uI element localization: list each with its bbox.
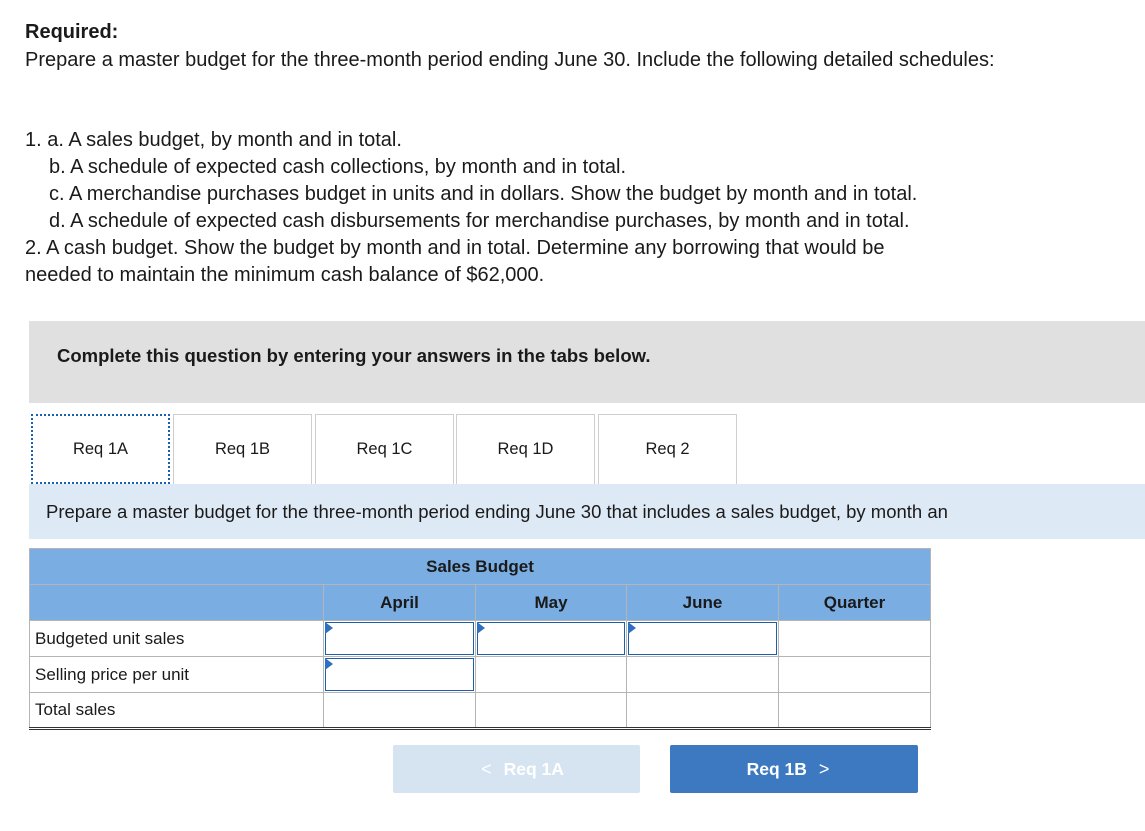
tab-req-1b[interactable] (173, 414, 312, 484)
tab-label: Req 2 (645, 440, 690, 458)
requirement-1b: b. A schedule of expected cash collections, by month and in total. (49, 156, 627, 178)
input-june-unit-sales[interactable] (628, 622, 777, 655)
col-header-may: May (476, 585, 627, 621)
input-april-selling-price[interactable] (325, 658, 474, 691)
row-label-total-sales: Total sales (30, 693, 324, 729)
table-row (30, 621, 931, 657)
tab-instruction (29, 484, 1145, 539)
next-req-button[interactable] (670, 745, 918, 793)
instructions-banner (29, 321, 1145, 403)
row-label-selling-price: Selling price per unit (30, 657, 324, 693)
requirement-2-cont: needed to maintain the minimum cash balance of $62,000. (25, 264, 545, 286)
tab-label: Req 1A (72, 439, 129, 458)
banner-text: Complete this question by entering your answers in the tabs below. (57, 345, 651, 366)
prev-req-label: Req 1A (503, 758, 564, 779)
input-may-unit-sales[interactable] (477, 622, 625, 655)
tab-label: Req 1B (214, 440, 271, 458)
cell-may-total-sales (476, 693, 627, 729)
col-header-june: June (627, 585, 779, 621)
cell-may-selling-price (476, 657, 627, 693)
cell-quarter-unit-sales (779, 621, 931, 657)
col-header-april: April (324, 585, 476, 621)
col-header-quarter: Quarter (779, 585, 931, 621)
prev-req-button[interactable] (393, 745, 640, 793)
input-marker-icon (325, 622, 333, 634)
table-row (30, 693, 931, 729)
chevron-left-icon: < (481, 758, 492, 779)
input-marker-icon (325, 658, 333, 670)
requirements-list (25, 127, 1125, 289)
table-row (30, 657, 931, 693)
input-marker-icon (477, 622, 485, 634)
sales-budget-table (29, 548, 931, 730)
tab-req-1d[interactable] (456, 414, 595, 484)
requirement-1a: 1. a. A sales budget, by month and in total. (25, 129, 402, 151)
tab-req-2[interactable] (598, 414, 737, 484)
tab-req-1a[interactable] (31, 414, 170, 484)
requirement-1c: c. A merchandise purchases budget in units and in dollars. Show the budget by month and in total. (49, 183, 918, 205)
input-marker-icon (628, 622, 636, 634)
intro-text: Prepare a master budget for the three-month period ending June 30. Include the following detailed schedules: (25, 49, 995, 71)
cell-april-selling-price[interactable] (324, 657, 476, 693)
cell-may-unit-sales[interactable] (476, 621, 627, 657)
chevron-right-icon: > (818, 758, 830, 779)
requirement-2: 2. A cash budget. Show the budget by month and in total. Determine any borrowing that would be (25, 237, 885, 259)
cell-quarter-selling-price (779, 657, 931, 693)
tab-label: Req 1C (356, 440, 413, 458)
requirement-1d: d. A schedule of expected cash disbursements for merchandise purchases, by month and in total. (49, 210, 910, 232)
cell-april-total-sales (324, 693, 476, 729)
blank-header (30, 585, 324, 621)
cell-june-selling-price (627, 657, 779, 693)
row-label-budgeted-unit-sales: Budgeted unit sales (30, 621, 324, 657)
table-title: Sales Budget (30, 549, 931, 585)
next-req-label: Req 1B (746, 758, 807, 779)
tab-label: Req 1D (497, 440, 554, 458)
tab-req-1c[interactable] (315, 414, 454, 484)
cell-june-total-sales (627, 693, 779, 729)
cell-quarter-total-sales (779, 693, 931, 729)
input-april-unit-sales[interactable] (325, 622, 474, 655)
cell-june-unit-sales[interactable] (627, 621, 779, 657)
cell-april-unit-sales[interactable] (324, 621, 476, 657)
instruction-text: Prepare a master budget for the three-month period ending June 30 that includes a sales budget, by month an (46, 501, 948, 522)
required-heading: Required: (25, 21, 119, 43)
